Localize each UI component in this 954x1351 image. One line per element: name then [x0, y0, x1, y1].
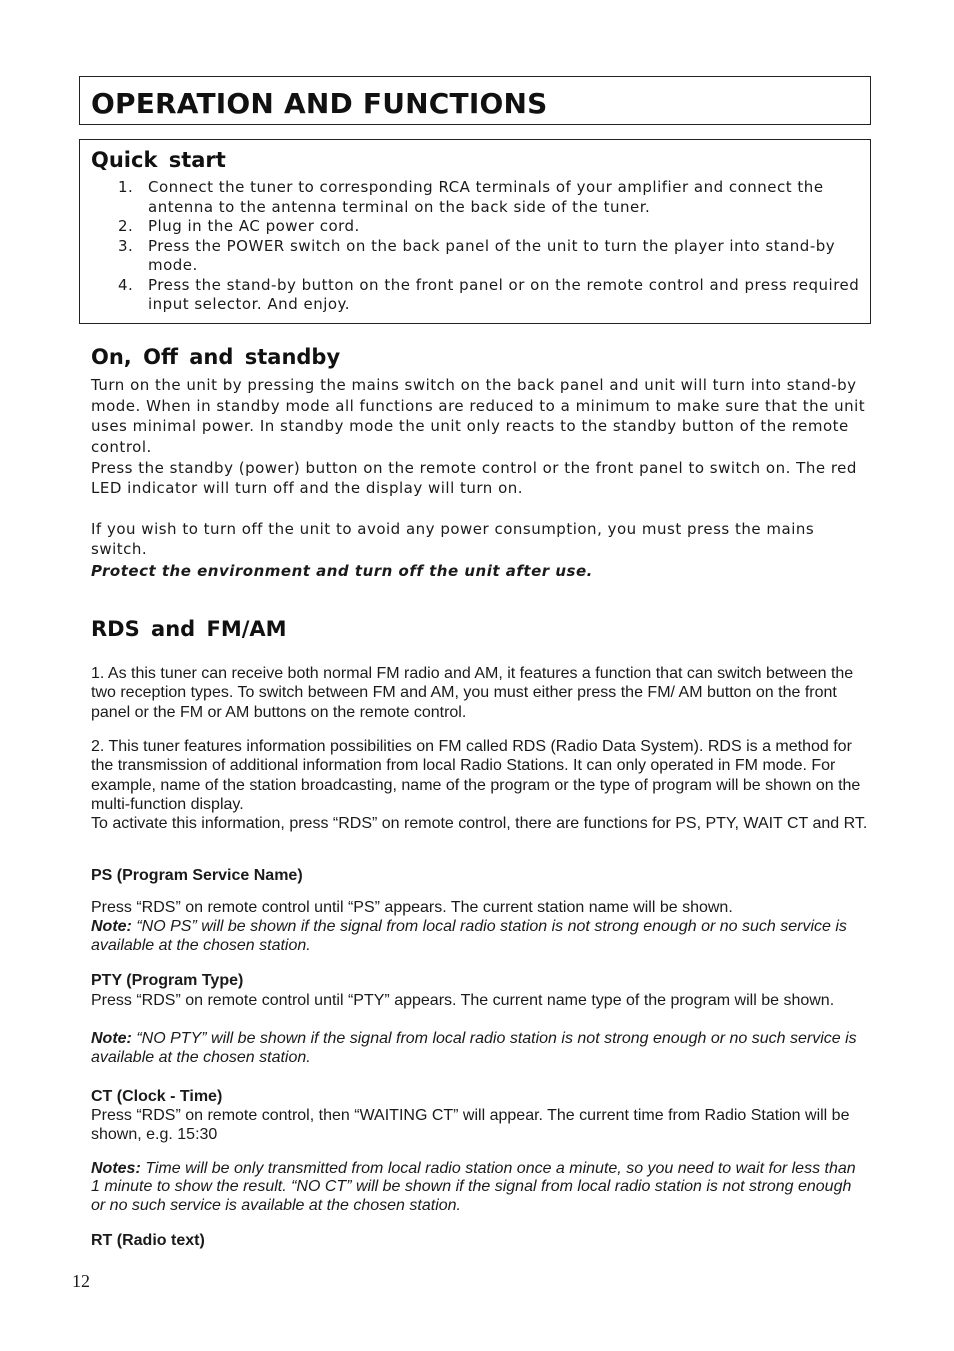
list-item-text: Press the POWER switch on the back panel of the unit to turn the player into stand-by mode.	[148, 236, 836, 274]
ps-note-text: “NO PS” will be shown if the signal from local radio station is not strong enough or no such service is available at the chosen station.	[91, 918, 847, 955]
rds-heading: RDS and FM/AM	[91, 617, 287, 641]
pty-note	[91, 1029, 871, 1068]
list-item	[118, 276, 868, 315]
list-item-number: 4.	[118, 275, 134, 294]
list-item-number: 1.	[118, 178, 134, 196]
list-item-number: 3.	[118, 236, 134, 255]
list-item-text: Plug in the AC power cord.	[148, 217, 360, 235]
ct-text: Press “RDS” on remote control, then “WAITING CT” will appear. The current time from Radio Station will be shown, e.g. 15:30	[91, 1107, 850, 1144]
ps-note	[91, 917, 866, 956]
rt-heading: RT (Radio text)	[91, 1232, 205, 1249]
rds-paragraph-3: To activate this information, press “RDS” on remote control, there are functions for PS, PTY, WAIT CT and RT.	[91, 815, 868, 832]
ct-heading: CT (Clock - Time)	[91, 1088, 223, 1105]
list-item	[118, 178, 868, 217]
pty-heading: PTY (Program Type)	[91, 972, 244, 989]
pty-text: Press “RDS” on remote control until “PTY” appears. The current name type of the program will be shown.	[91, 992, 835, 1009]
ct-note	[91, 1160, 866, 1215]
list-item	[118, 217, 868, 237]
ps-text: Press “RDS” on remote control until “PS” appears. The current station name will be shown.	[91, 899, 733, 916]
list-item-text: Connect the tuner to corresponding RCA terminals of your amplifier and connect the antenna to the antenna terminal on the back side of the tuner.	[148, 178, 824, 216]
pty-note-text: “NO PTY” will be shown if the signal from local radio station is not strong enough or no such service is available at the chosen station.	[91, 1030, 857, 1067]
on-off-paragraph-3: If you wish to turn off the unit to avoid any power consumption, you must press the mains switch.	[91, 520, 815, 558]
page-title: OPERATION AND FUNCTIONS	[91, 87, 548, 120]
ct-note-label: Notes:	[91, 1160, 141, 1177]
quick-start-list	[118, 178, 868, 315]
on-off-heading: On, Off and standby	[91, 345, 341, 369]
list-item-text: Press the stand-by button on the front panel or on the remote control and press required input selector. And enjoy.	[148, 275, 860, 313]
page-number: 12	[72, 1271, 90, 1291]
ps-note-label: Note:	[91, 918, 132, 935]
quick-start-heading: Quick start	[91, 148, 226, 172]
list-item	[118, 237, 868, 276]
on-off-environment-note: Protect the environment and turn off the unit after use.	[91, 562, 593, 580]
list-item-number: 2.	[118, 217, 134, 235]
ps-heading: PS (Program Service Name)	[91, 867, 303, 884]
rds-paragraph-1: 1. As this tuner can receive both normal FM radio and AM, it features a function that can switch between the two reception types. To switch between FM and AM, you must either press the FM/ AM button on the front panel or the FM or AM buttons on the remote control.	[91, 665, 854, 721]
on-off-paragraph-1: Turn on the unit by pressing the mains switch on the back panel and unit will turn into stand-by mode. When in standby mode all functions are reduced to a minimum to make sure that the unit uses minimal power. In standby mode the unit only reacts to the standby button of the remote control.	[91, 376, 866, 456]
on-off-paragraph-2: Press the standby (power) button on the remote control or the front panel to switch on. The red LED indicator will turn off and the display will turn on.	[91, 459, 857, 497]
rds-paragraph-2: 2. This tuner features information possibilities on FM called RDS (Radio Data System). RDS is a method for the transmission of additional information from local Radio Stations. It can only operated in FM mode. For example, name of the station broadcasting, name of the program or the type of program will be shown on the multi-function display.	[91, 738, 861, 814]
pty-note-label: Note:	[91, 1030, 132, 1047]
ct-note-text: Time will be only transmitted from local radio station once a minute, so you need to wait for less than 1 minute to show the result. “NO CT” will be shown if the signal from local radio station is not strong enough or no such service is available at the chosen station.	[91, 1160, 856, 1214]
page-title-box	[79, 76, 871, 125]
